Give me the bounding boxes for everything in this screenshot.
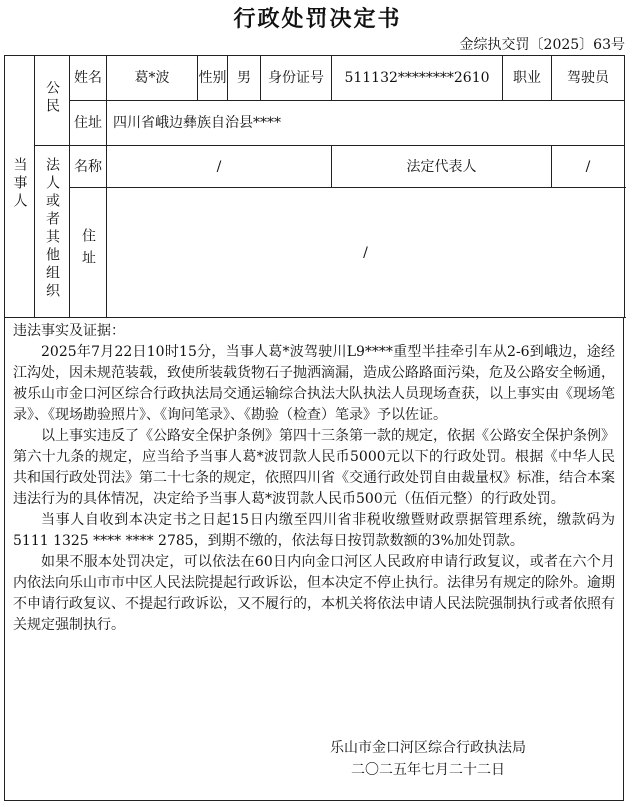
legal-entity-label: 法人或者其他组织: [44, 156, 60, 301]
org-address-label: 住址: [80, 227, 96, 272]
citizen-label-cell: [35, 56, 70, 146]
org-name-value: /: [107, 146, 332, 188]
org-name-label: 名称: [70, 146, 107, 188]
document-title: 行政处罚决定书: [233, 6, 402, 32]
issuing-authority: 乐山市金口河区综合行政执法局: [330, 740, 526, 756]
legal-entity-label-cell: [35, 146, 70, 318]
job-value: 驾驶员: [552, 56, 625, 101]
party-info-table: [4, 55, 625, 318]
facts-heading: 违法事实及证据：: [13, 323, 125, 339]
payment-paragraph: 当事人自收到本决定书之日起15日内缴至四川省非税收缴暨财政票据管理系统，缴款码为5111 1325 **** **** 2785，到期不缴的，依法每日按罚款数额的3%加处罚款。: [13, 512, 615, 549]
appeal-paragraph: 如果不服本处罚决定，可以依法在60日内向金口河区人民政府申请行政复议，或者在六个月内依法向乐山市市中区人民法院提起行政诉讼，但本决定不停止执行。法律另有规定的除外。逾期不申请行政复议、不提起行政诉讼，又不履行的，本机关将依法申请人民法院强制执行或者依照有关规定强制执行。: [13, 554, 615, 633]
org-address-label-cell: [70, 188, 107, 318]
address-label: 住址: [70, 101, 107, 146]
id-label: 身份证号: [261, 56, 332, 101]
citizen-label: 公民: [44, 79, 60, 116]
address-value: 四川省峨边彝族自治县****: [107, 101, 625, 146]
legal-rep-label: 法定代表人: [332, 146, 552, 188]
name-label: 姓名: [70, 56, 107, 101]
job-label: 职业: [503, 56, 552, 101]
decision-body: [4, 317, 624, 801]
gender-label: 性别: [198, 56, 228, 101]
issue-date: 二〇二五年七月二十二日: [351, 762, 505, 778]
gender-value: 男: [228, 56, 261, 101]
document-number: 金综执交罚〔2025〕63号: [459, 37, 625, 53]
legal-basis-paragraph: 以上事实违反了《公路安全保护条例》第四十三条第一款的规定，依据《公路安全保护条例》第六十九条的规定，应当给予当事人葛*波罚款人民币5000元以下的行政处罚。根据《中华人民共和国行政处罚法》第二十七条的规定，依照四川省《交通行政处罚自由裁量权》标准，结合本案违法行为的具体情况，决定给予当事人葛*波罚款人民币500元（伍佰元整）的行政处罚。: [13, 428, 615, 507]
org-address-value: /: [107, 188, 625, 318]
id-value: 511132********2610: [332, 56, 503, 101]
signature-block: [330, 737, 526, 781]
legal-rep-value: /: [552, 146, 625, 188]
facts-paragraph: 2025年7月22日10时15分，当事人葛*波驾驶川L9****重型半挂牵引车从2-6到峨边，途经江沟处，因未规范装载，致使所装载货物石子抛洒滴漏，造成公路路面污染，危及公路安全畅通，被乐山市金口河区综合行政执法局交通运输综合执法大队执法人员现场查获，以上事实由《现场笔录》、《现场勘验照片》、《询问笔录》、《勘验（检查）笔录》予以佐证。: [13, 344, 615, 423]
party-label-cell: [5, 56, 35, 318]
party-label: 当事人: [11, 156, 28, 211]
name-value: 葛*波: [107, 56, 198, 101]
